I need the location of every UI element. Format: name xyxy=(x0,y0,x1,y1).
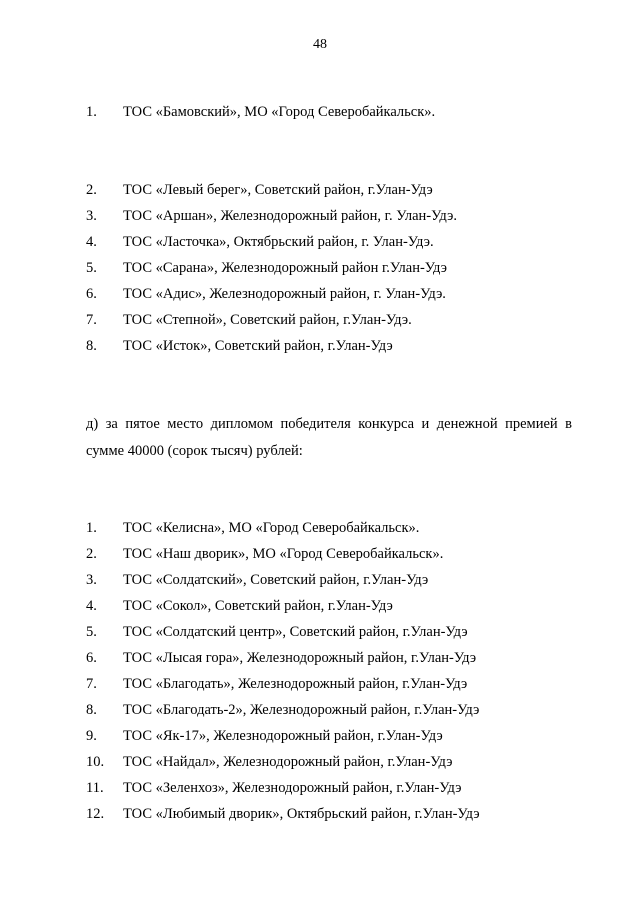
list-item-number: 8. xyxy=(86,338,97,354)
list-item xyxy=(86,207,457,225)
list-item xyxy=(86,727,443,745)
list-item-text: ТОС «Ласточка», Октябрьский район, г. Улан-Удэ. xyxy=(123,234,434,250)
list-item xyxy=(86,753,452,771)
list-item-text: ТОС «Келисна», МО «Город Северобайкальск». xyxy=(123,520,420,536)
list-item-number: 11. xyxy=(86,780,104,796)
list-item-number: 8. xyxy=(86,702,97,718)
list-item xyxy=(86,181,433,199)
list-item xyxy=(86,805,480,823)
list-item xyxy=(86,701,479,719)
list-item-number: 5. xyxy=(86,624,97,640)
list-item-number: 4. xyxy=(86,598,97,614)
list-item-number: 1. xyxy=(86,520,97,536)
list-item-text: ТОС «Бамовский», МО «Город Северобайкальск». xyxy=(123,104,436,120)
list-item xyxy=(86,597,393,615)
list-item-number: 12. xyxy=(86,806,105,822)
list-item xyxy=(86,519,419,537)
list-item xyxy=(86,649,476,667)
list-item xyxy=(86,623,468,641)
list-item-text: ТОС «Благодать-2», Железнодорожный район, г.Улан-Удэ xyxy=(123,702,480,718)
list-item-text: ТОС «Сарана», Железнодорожный район г.Улан-Удэ xyxy=(123,260,447,276)
list-item-text: ТОС «Як-17», Железнодорожный район, г.Улан-Удэ xyxy=(123,728,443,744)
list-item xyxy=(86,571,428,589)
list-item-number: 7. xyxy=(86,676,97,692)
list-item-number: 1. xyxy=(86,104,97,120)
list-item-text: ТОС «Наш дворик», МО «Город Северобайкальск». xyxy=(123,546,444,562)
list-item xyxy=(86,103,435,121)
list-item xyxy=(86,259,447,277)
list-item-text: ТОС «Степной», Советский район, г.Улан-Удэ. xyxy=(123,312,412,328)
list-item xyxy=(86,311,412,329)
list-item xyxy=(86,545,443,563)
list-item-number: 10. xyxy=(86,754,105,770)
paragraph-line: сумме 40000 (сорок тысяч) рублей: xyxy=(86,443,303,459)
list-item-number: 2. xyxy=(86,546,97,562)
list-item xyxy=(86,675,467,693)
list-item-text: ТОС «Сокол», Советский район, г.Улан-Удэ xyxy=(123,598,393,614)
list-item-number: 9. xyxy=(86,728,97,744)
list-item xyxy=(86,779,461,797)
list-item xyxy=(86,233,434,251)
list-item-number: 4. xyxy=(86,234,97,250)
list-item-text: ТОС «Адис», Железнодорожный район, г. Улан-Удэ. xyxy=(123,286,446,302)
page-number: 48 xyxy=(313,37,327,52)
list-item-number: 5. xyxy=(86,260,97,276)
list-item-number: 3. xyxy=(86,572,97,588)
section-paragraph xyxy=(86,415,572,460)
list-item-number: 3. xyxy=(86,208,97,224)
list-item-number: 7. xyxy=(86,312,97,328)
paragraph-line: д) за пятое место дипломом победителя конкурса и денежной премией в xyxy=(86,416,572,432)
list-item-number: 2. xyxy=(86,182,97,198)
list-item-text: ТОС «Благодать», Железнодорожный район, г.Улан-Удэ xyxy=(123,676,468,692)
list-item-text: ТОС «Исток», Советский район, г.Улан-Удэ xyxy=(123,338,393,354)
list-item-text: ТОС «Лысая гора», Железнодорожный район, г.Улан-Удэ xyxy=(123,650,477,666)
list-item-text: ТОС «Любимый дворик», Октябрьский район, г.Улан-Удэ xyxy=(123,806,480,822)
list-item-text: ТОС «Найдал», Железнодорожный район, г.Улан-Удэ xyxy=(123,754,453,770)
list-item-text: ТОС «Солдатский центр», Советский район, г.Улан-Удэ xyxy=(123,624,468,640)
list-item-number: 6. xyxy=(86,286,97,302)
list-item xyxy=(86,285,446,303)
list-item-text: ТОС «Зеленхоз», Железнодорожный район, г.Улан-Удэ xyxy=(123,780,462,796)
list-item-text: ТОС «Аршан», Железнодорожный район, г. Улан-Удэ. xyxy=(123,208,457,224)
list-item-text: ТОС «Левый берег», Советский район, г.Улан-Удэ xyxy=(123,182,433,198)
list-item-number: 6. xyxy=(86,650,97,666)
list-item xyxy=(86,337,393,355)
list-item-text: ТОС «Солдатский», Советский район, г.Улан-Удэ xyxy=(123,572,429,588)
